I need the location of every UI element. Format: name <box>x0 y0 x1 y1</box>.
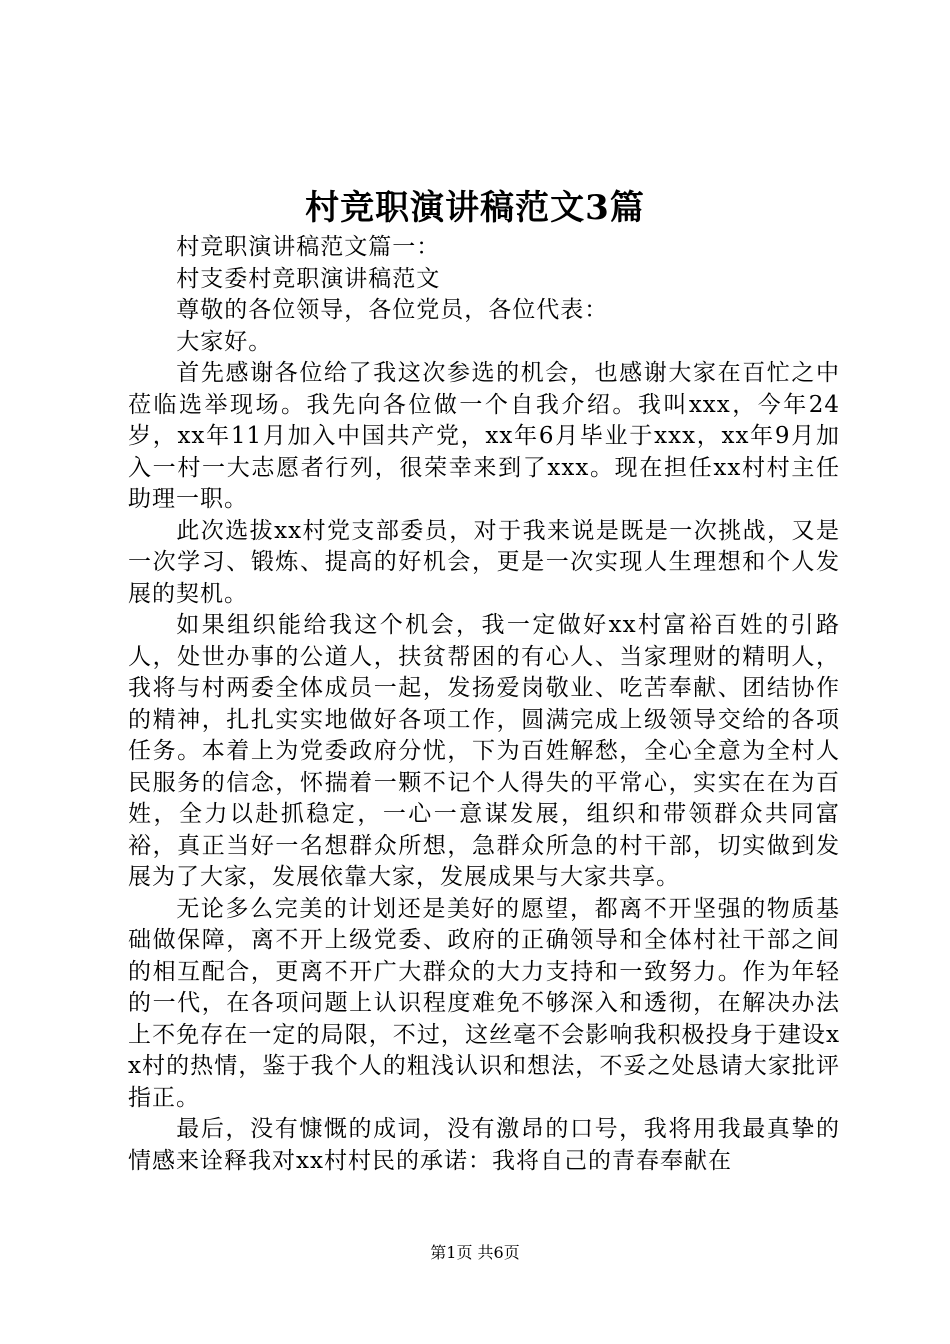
greeting: 大家好。 <box>176 328 273 355</box>
section-heading: 村竞职演讲稿范文篇一： <box>176 234 441 260</box>
document-title: 村竞职演讲稿范文3篇 <box>305 188 645 228</box>
salutation: 尊敬的各位领导，各位党员，各位代表： <box>176 297 609 323</box>
body-paragraph: 首先感谢各位给了我这次参选的机会，也感谢大家在百忙之中莅临选举现场。我先向各位做一个自我介绍。我叫xxx，今年24岁，xx年11月加入中国共产党，xx年6月毕业于xxx，xx年9月加入一村一大志愿者行列，很荣幸来到了xxx。现在担任xx村村主任助理一职。 <box>128 360 840 512</box>
body-paragraph: 如果组织能给我这个机会，我一定做好xx村富裕百姓的引路人，处世办事的公道人，扶贫帮困的有心人、当家理财的精明人，我将与村两委全体成员一起，发扬爱岗敬业、吃苦奉献、团结协作的精神，扎扎实实地做好各项工作，圆满完成上级领导交给的各项任务。本着上为党委政府分忧，下为百姓解愁，全心全意为全村人民服务的信念，怀揣着一颗不记个人得失的平常心，实实在在为百姓，全力以赴抓稳定，一心一意谋发展，组织和带领群众共同富裕，真正当好一名想群众所想，急群众所急的村干部，切实做到发展为了大家，发展依靠大家，发展成果与大家共享。 <box>128 612 840 890</box>
speech-subtitle: 村支委村竞职演讲稿范文 <box>176 265 441 292</box>
page-number-footer: 第1页 共6页 <box>430 1243 520 1262</box>
body-paragraph: 无论多么完美的计划还是美好的愿望，都离不开坚强的物质基础做保障，离不开上级党委、政府的正确领导和全体村社干部之间的相互配合，更离不开广大群众的大力支持和一致努力。作为年轻的一代，在各项问题上认识程度难免不够深入和透彻，在解决办法上不免存在一定的局限，不过，这丝毫不会影响我积极投身于建设xx村的热情，鉴于我个人的粗浅认识和想法，不妥之处恳请大家批评指正。 <box>128 895 840 1111</box>
body-paragraph: 最后，没有慷慨的成词，没有激昂的口号，我将用我最真挚的情感来诠释我对xx村村民的承诺：我将自己的青春奉献在 <box>128 1116 840 1174</box>
body-paragraph: 此次选拔xx村党支部委员，对于我来说是既是一次挑战，又是一次学习、锻炼、提高的好机会，更是一次实现人生理想和个人发展的契机。 <box>128 517 840 607</box>
document-body <box>128 232 840 1177</box>
